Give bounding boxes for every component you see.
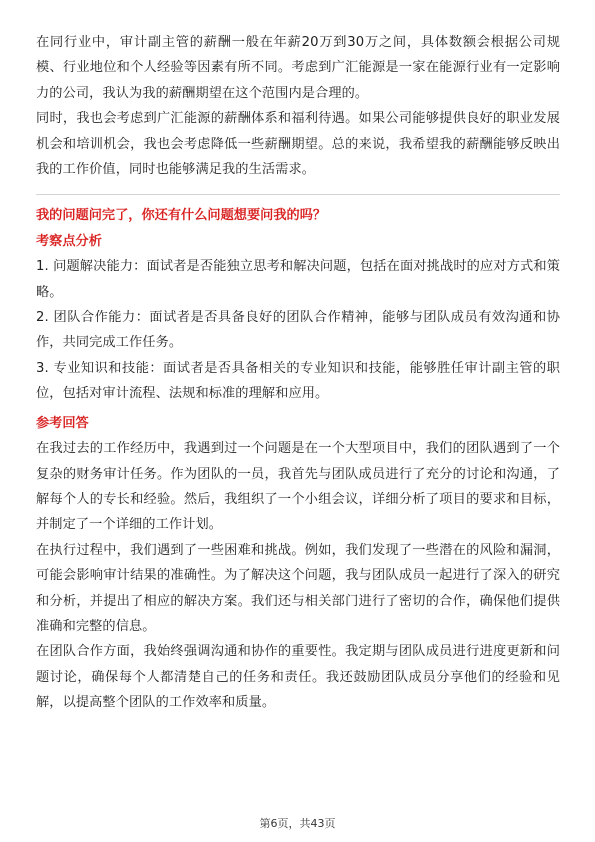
answer-title: 参考回答 [36, 415, 89, 431]
answer-paragraph: 在我过去的工作经历中，我遇到过一个问题是在一个大型项目中，我们的团队遇到了一个复杂的财务审计任务。作为团队的一员，我首先与团队成员进行了充分的讨论和沟通，了解每个人的专长和经验。然后，我组织了一个小组会议，详细分析了项目的要求和目标，并制定了一个详细的工作计划。 [36, 441, 560, 533]
answer-paragraph: 在执行过程中，我们遇到了一些困难和挑战。例如，我们发现了一些潜在的风险和漏洞，可能会影响审计结果的准确性。为了解决这个问题，我与团队成员一起进行了深入的研究和分析，并提出了相应的解决方案。我们还与相关部门进行了密切的合作，确保他们提供准确和完整的信息。 [36, 542, 560, 634]
section-divider [36, 194, 560, 195]
analysis-title: 考察点分析 [36, 233, 102, 249]
analysis-item: 2. 团队合作能力：面试者是否具备良好的团队合作精神，能够与团队成员有效沟通和协作，共同完成工作任务。 [36, 310, 560, 351]
question-heading: 我的问题问完了，你还有什么问题想要问我的吗？ [36, 208, 327, 224]
intro-paragraph: 在同行业中，审计副主管的薪酬一般在年薪20万到30万之间，具体数额会根据公司规模、行业地位和个人经验等因素有所不同。考虑到广汇能源是一家在能源行业有一定影响力的公司，我认为我的薪酬期望在这个范围内是合理的。 [36, 35, 560, 101]
analysis-item: 3. 专业知识和技能：面试者是否具备相关的专业知识和技能，能够胜任审计副主管的职位，包括对审计流程、法规和标准的理解和应用。 [36, 360, 560, 402]
document-page [36, 30, 560, 716]
answer-paragraph: 在团队合作方面，我始终强调沟通和协作的重要性。我定期与团队成员进行进度更新和问题讨论，确保每个人都清楚自己的任务和责任。我还鼓励团队成员分享他们的经验和见解，以提高整个团队的工作效率和质量。 [36, 644, 560, 711]
page-number: 第6页，共43页 [259, 817, 336, 830]
analysis-item: 1. 问题解决能力：面试者是否能独立思考和解决问题，包括在面对挑战时的应对方式和策略。 [36, 259, 560, 300]
intro-paragraph: 同时，我也会考虑到广汇能源的薪酬体系和福利待遇。如果公司能够提供良好的职业发展机会和培训机会，我也会考虑降低一些薪酬期望。总的来说，我希望我的薪酬能够反映出我的工作价值，同时也能够满足我的生活需求。 [36, 111, 560, 178]
